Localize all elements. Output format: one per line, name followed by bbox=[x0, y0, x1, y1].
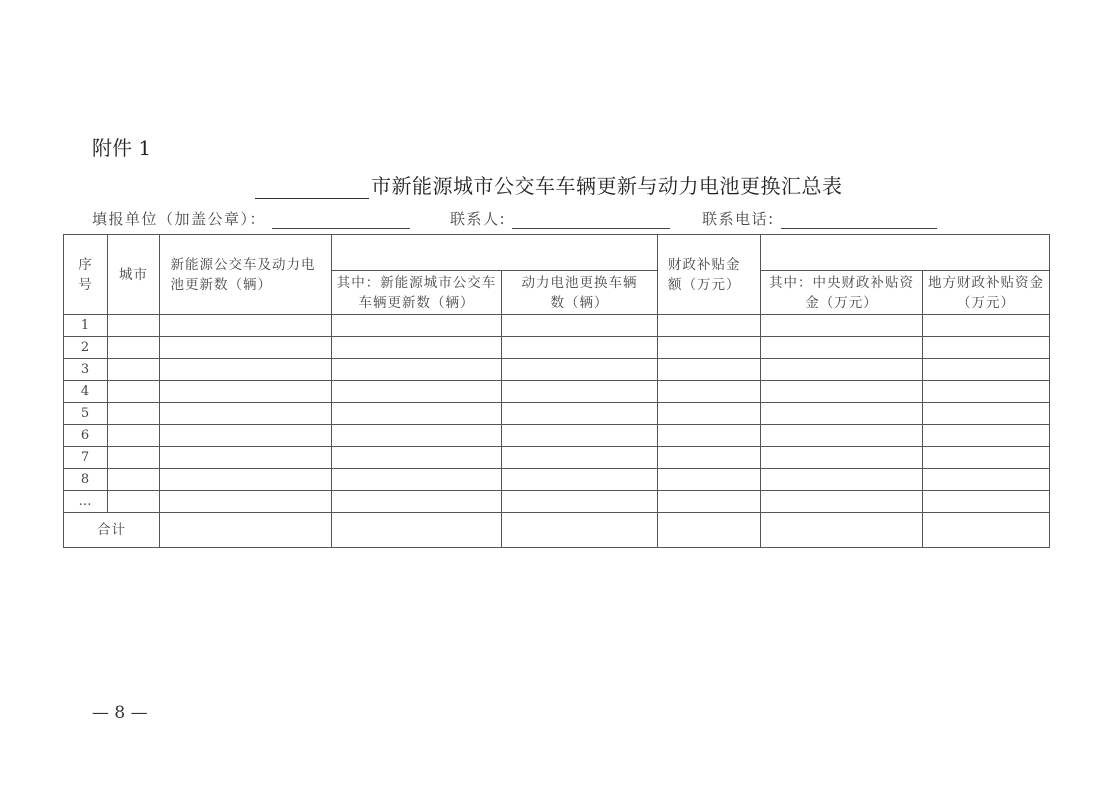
table-row bbox=[64, 359, 1050, 381]
header-row-1 bbox=[64, 235, 1050, 271]
cell-city[interactable] bbox=[108, 425, 160, 447]
cell-subsidy[interactable] bbox=[658, 491, 761, 513]
cell-bus[interactable] bbox=[332, 425, 502, 447]
cell-subsidy[interactable] bbox=[658, 381, 761, 403]
header-group-subsidy bbox=[761, 235, 1050, 271]
cell-bus[interactable] bbox=[332, 403, 502, 425]
cell-city[interactable] bbox=[108, 447, 160, 469]
contact-label: 联系人: bbox=[450, 210, 507, 228]
cell-local[interactable] bbox=[923, 469, 1050, 491]
table-row bbox=[64, 447, 1050, 469]
cell-subsidy[interactable] bbox=[658, 315, 761, 337]
total-label: 合计 bbox=[64, 513, 160, 548]
summary-table bbox=[63, 234, 1050, 548]
table-row bbox=[64, 491, 1050, 513]
cell-bus[interactable] bbox=[332, 491, 502, 513]
row-seq: … bbox=[64, 491, 108, 513]
cell-central[interactable] bbox=[761, 403, 923, 425]
cell-subsidy[interactable] bbox=[658, 337, 761, 359]
cell-local[interactable] bbox=[923, 425, 1050, 447]
cell-battery[interactable] bbox=[502, 359, 658, 381]
row-seq: 1 bbox=[64, 315, 108, 337]
unit-blank bbox=[272, 210, 410, 229]
cell-city[interactable] bbox=[108, 403, 160, 425]
cell-subsidy[interactable] bbox=[658, 513, 761, 548]
row-seq: 7 bbox=[64, 447, 108, 469]
cell-local[interactable] bbox=[923, 359, 1050, 381]
cell-total[interactable] bbox=[160, 359, 332, 381]
cell-bus[interactable] bbox=[332, 381, 502, 403]
header-group-vehicle bbox=[332, 235, 658, 271]
cell-bus[interactable] bbox=[332, 337, 502, 359]
cell-battery[interactable] bbox=[502, 447, 658, 469]
cell-battery[interactable] bbox=[502, 469, 658, 491]
header-seq: 序号 bbox=[64, 235, 108, 315]
cell-battery[interactable] bbox=[502, 337, 658, 359]
fill-in-row bbox=[92, 208, 937, 229]
header-total-update: 新能源公交车及动力电池更新数（辆） bbox=[160, 235, 332, 315]
table-row bbox=[64, 403, 1050, 425]
cell-city[interactable] bbox=[108, 315, 160, 337]
phone-blank bbox=[781, 210, 937, 229]
cell-subsidy[interactable] bbox=[658, 359, 761, 381]
cell-bus[interactable] bbox=[332, 513, 502, 548]
cell-city[interactable] bbox=[108, 491, 160, 513]
cell-central[interactable] bbox=[761, 469, 923, 491]
cell-central[interactable] bbox=[761, 447, 923, 469]
table-row bbox=[64, 425, 1050, 447]
header-sub-battery: 动力电池更换车辆数（辆） bbox=[502, 271, 658, 315]
row-seq: 4 bbox=[64, 381, 108, 403]
attachment-label: 附件 1 bbox=[92, 136, 152, 160]
row-seq: 3 bbox=[64, 359, 108, 381]
cell-central[interactable] bbox=[761, 359, 923, 381]
cell-battery[interactable] bbox=[502, 381, 658, 403]
cell-central[interactable] bbox=[761, 337, 923, 359]
cell-local[interactable] bbox=[923, 381, 1050, 403]
cell-total[interactable] bbox=[160, 469, 332, 491]
cell-central[interactable] bbox=[761, 425, 923, 447]
header-city: 城市 bbox=[108, 235, 160, 315]
cell-city[interactable] bbox=[108, 337, 160, 359]
row-seq: 5 bbox=[64, 403, 108, 425]
header-sub-central: 其中：中央财政补贴资金（万元） bbox=[761, 271, 923, 315]
cell-battery[interactable] bbox=[502, 491, 658, 513]
cell-subsidy[interactable] bbox=[658, 469, 761, 491]
cell-total[interactable] bbox=[160, 425, 332, 447]
cell-subsidy[interactable] bbox=[658, 447, 761, 469]
cell-battery[interactable] bbox=[502, 513, 658, 548]
cell-bus[interactable] bbox=[332, 359, 502, 381]
cell-central[interactable] bbox=[761, 513, 923, 548]
row-seq: 8 bbox=[64, 469, 108, 491]
document-title: 市新能源城市公交车车辆更新与动力电池更换汇总表 bbox=[371, 174, 843, 198]
cell-bus[interactable] bbox=[332, 315, 502, 337]
cell-total[interactable] bbox=[160, 447, 332, 469]
cell-central[interactable] bbox=[761, 491, 923, 513]
header-sub-local: 地方财政补贴资金（万元） bbox=[923, 271, 1050, 315]
cell-local[interactable] bbox=[923, 491, 1050, 513]
cell-total[interactable] bbox=[160, 381, 332, 403]
cell-total[interactable] bbox=[160, 513, 332, 548]
row-seq: 6 bbox=[64, 425, 108, 447]
cell-central[interactable] bbox=[761, 315, 923, 337]
cell-battery[interactable] bbox=[502, 425, 658, 447]
cell-bus[interactable] bbox=[332, 469, 502, 491]
header-subsidy-total: 财政补贴金额（万元） bbox=[658, 235, 761, 315]
cell-battery[interactable] bbox=[502, 403, 658, 425]
cell-subsidy[interactable] bbox=[658, 403, 761, 425]
cell-total[interactable] bbox=[160, 403, 332, 425]
contact-blank bbox=[512, 210, 670, 229]
cell-battery[interactable] bbox=[502, 315, 658, 337]
cell-local[interactable] bbox=[923, 337, 1050, 359]
title-blank-line bbox=[255, 174, 369, 199]
cell-subsidy[interactable] bbox=[658, 425, 761, 447]
cell-local[interactable] bbox=[923, 315, 1050, 337]
phone-label: 联系电话: bbox=[702, 210, 775, 228]
page-number: — 8 — bbox=[92, 703, 148, 723]
row-seq: 2 bbox=[64, 337, 108, 359]
cell-city[interactable] bbox=[108, 469, 160, 491]
unit-label: 填报单位（加盖公章）： bbox=[92, 210, 267, 228]
total-row bbox=[64, 513, 1050, 548]
cell-total[interactable] bbox=[160, 315, 332, 337]
table-row bbox=[64, 315, 1050, 337]
table-row bbox=[64, 337, 1050, 359]
title-row bbox=[255, 170, 843, 199]
cell-city[interactable] bbox=[108, 381, 160, 403]
header-sub-bus: 其中：新能源城市公交车车辆更新数（辆） bbox=[332, 271, 502, 315]
cell-total[interactable] bbox=[160, 337, 332, 359]
cell-local[interactable] bbox=[923, 403, 1050, 425]
table-row bbox=[64, 381, 1050, 403]
table-row bbox=[64, 469, 1050, 491]
cell-city[interactable] bbox=[108, 359, 160, 381]
cell-local[interactable] bbox=[923, 513, 1050, 548]
cell-total[interactable] bbox=[160, 491, 332, 513]
cell-bus[interactable] bbox=[332, 447, 502, 469]
cell-local[interactable] bbox=[923, 447, 1050, 469]
cell-central[interactable] bbox=[761, 381, 923, 403]
